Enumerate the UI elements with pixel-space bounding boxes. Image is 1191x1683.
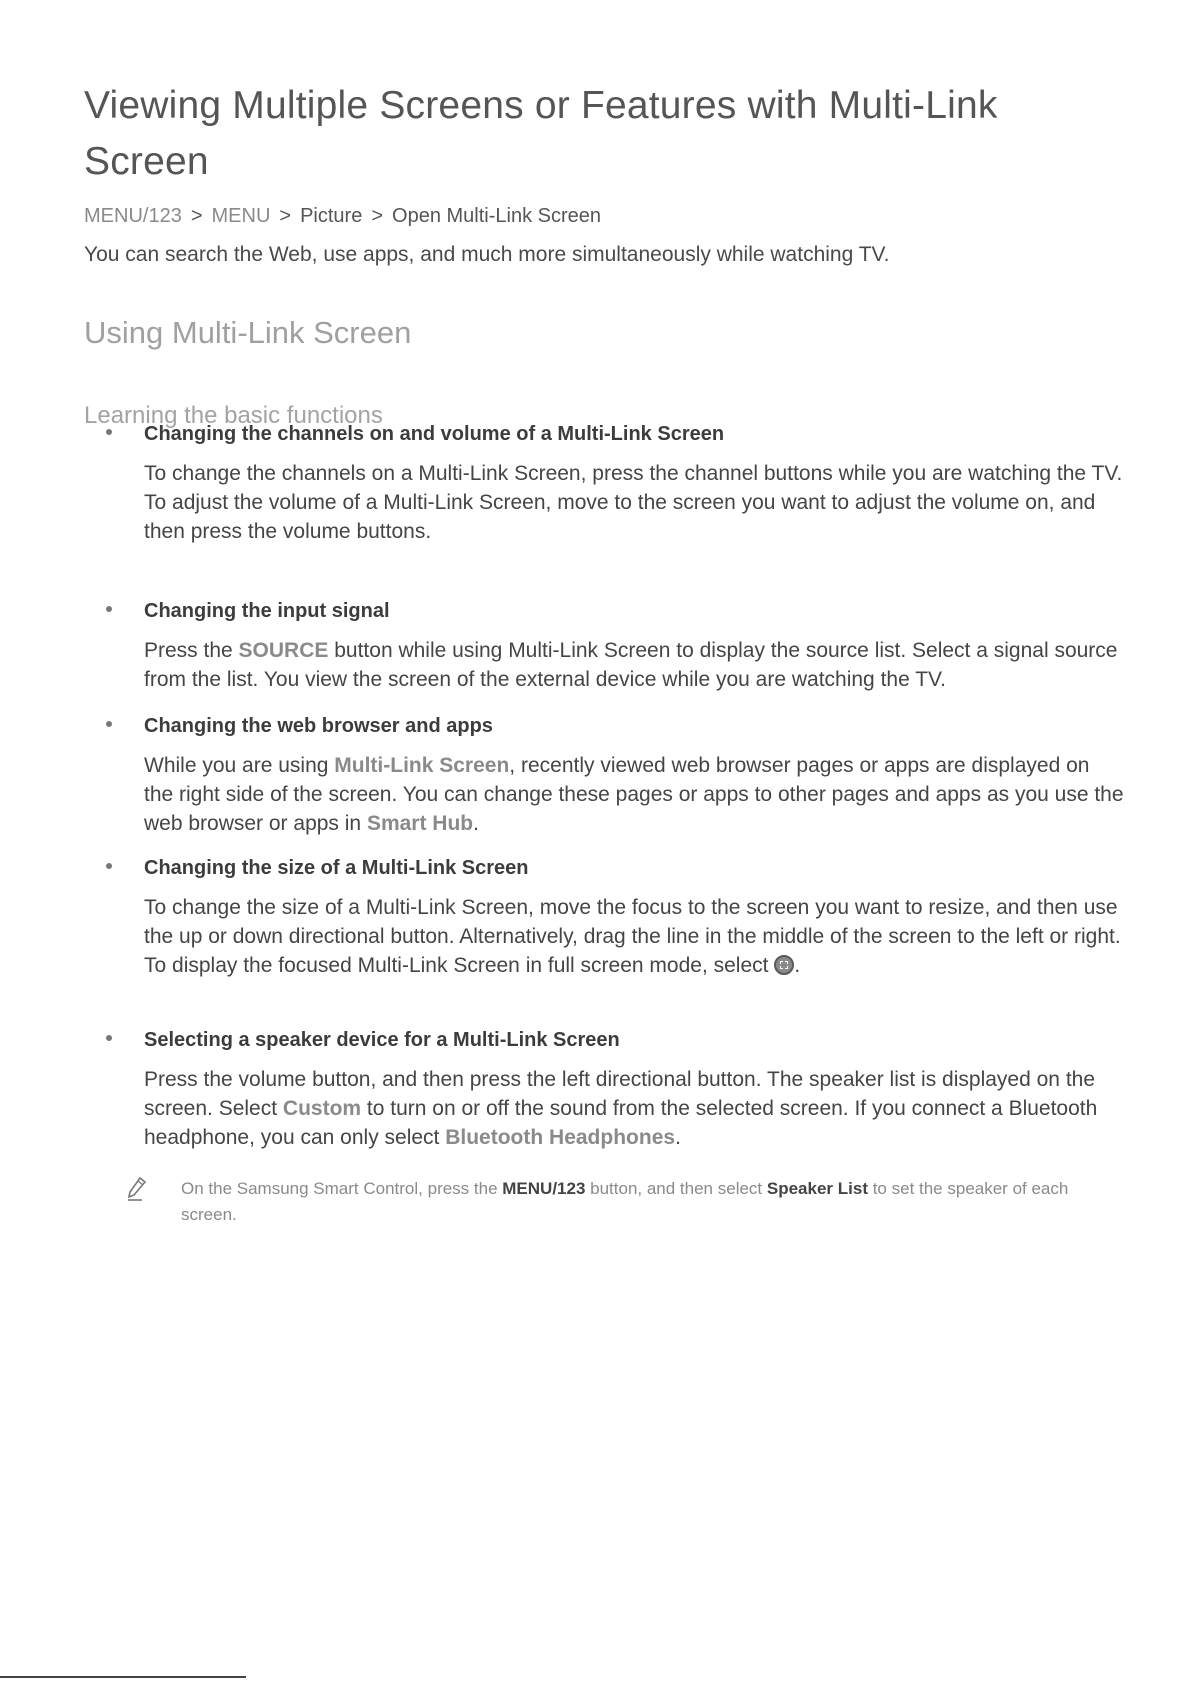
bullet-icon (106, 606, 112, 612)
smart-hub-label: Smart Hub (366, 812, 474, 835)
topic-item-channels-volume (106, 421, 1123, 546)
topic-body-text: To change the size of a Multi-Link Screen, move the focus to the screen you want to resize, and then use the up or down directional button. Alternatively, drag the line in the middle of the screen to the left or right. To display the focused Multi-Link Screen in full screen mode, select (144, 896, 1121, 977)
topic-title: Selecting a speaker device for a Multi-Link Screen (144, 1029, 620, 1051)
topic-body-text: Press the volume button, and then press the left directional button. The speaker list is displayed on the screen. Select (144, 1068, 1096, 1120)
note (126, 1176, 1106, 1228)
topic-body (144, 751, 1124, 838)
bullet-icon (106, 721, 112, 727)
section-heading: Using Multi-Link Screen (84, 315, 412, 350)
topic-body-text: , recently viewed web browser pages or apps are displayed on the right side of the screen. You can change these pages or apps to other pages and apps as you use the web browser or apps in (144, 754, 1124, 835)
pencil-icon (126, 1176, 148, 1202)
breadcrumb-item-menu: MENU (211, 205, 271, 227)
topic-item-speaker-device (106, 1027, 1116, 1152)
fullscreen-icon (774, 955, 794, 975)
menu123-label: MENU/123 (502, 1179, 586, 1198)
intro-paragraph: You can search the Web, use apps, and much more simultaneously while watching TV. (84, 243, 890, 266)
topic-title: Changing the channels on and volume of a Multi-Link Screen (144, 423, 725, 445)
topic-body (144, 636, 1124, 694)
note-text-part: to set the speaker of each screen. (181, 1179, 1069, 1224)
bullet-icon (106, 863, 112, 869)
topic-body (144, 1065, 1124, 1152)
note-text-part: button, and then select (585, 1179, 767, 1198)
topic-body-text: to turn on or off the sound from the selected screen. If you connect a Bluetooth headphone, you can only select (144, 1097, 1098, 1149)
breadcrumb-separator: > (279, 205, 292, 227)
breadcrumb-separator: > (371, 205, 384, 227)
topic-body: To change the channels on a Multi-Link Screen, press the channel buttons while you are watching the TV. To adjust the volume of a Multi-Link Screen, move to the screen you want to adjust the volume on, and then press the volume buttons. (144, 462, 1123, 543)
source-button-label: SOURCE (238, 639, 329, 662)
bullet-icon (106, 1035, 112, 1041)
note-text (181, 1176, 1106, 1228)
topic-body-text: . (794, 954, 801, 977)
page-title: Viewing Multiple Screens or Features with Multi-Link Screen (84, 84, 998, 183)
note-text-part: On the Samsung Smart Control, press the (181, 1179, 503, 1198)
topic-title: Changing the input signal (144, 600, 390, 622)
breadcrumb-item-open-multi-link-screen: Open Multi-Link Screen (392, 205, 601, 227)
topic-body-text: Press the (144, 639, 239, 662)
custom-option-label: Custom (282, 1097, 362, 1120)
topic-body-text: button while using Multi-Link Screen to display the source list. Select a signal source from the list. You view the screen of the external device while you are watching the TV. (144, 639, 1118, 691)
topic-item-web-browser-apps (106, 713, 1124, 838)
breadcrumb-item-menu123: MENU/123 (84, 205, 182, 227)
breadcrumb (84, 202, 601, 230)
breadcrumb-item-picture: Picture (300, 205, 363, 227)
speaker-list-label: Speaker List (766, 1179, 868, 1198)
topic-body-text: While you are using (144, 754, 335, 777)
subsection-heading: Learning the basic functions (84, 402, 383, 429)
topic-body-text: . (473, 812, 479, 835)
bullet-icon (106, 429, 112, 435)
footer-rule (0, 1676, 246, 1678)
breadcrumb-separator: > (190, 205, 203, 227)
topic-item-resize (106, 855, 1121, 980)
multi-link-screen-label: Multi-Link Screen (334, 754, 510, 777)
topic-title: Changing the size of a Multi-Link Screen (144, 857, 529, 879)
topic-item-input-signal (106, 598, 1116, 694)
topic-title: Changing the web browser and apps (144, 715, 493, 737)
bluetooth-headphones-label: Bluetooth Headphones (445, 1126, 676, 1149)
topic-body-text: . (675, 1126, 681, 1149)
topic-body (144, 893, 1124, 980)
